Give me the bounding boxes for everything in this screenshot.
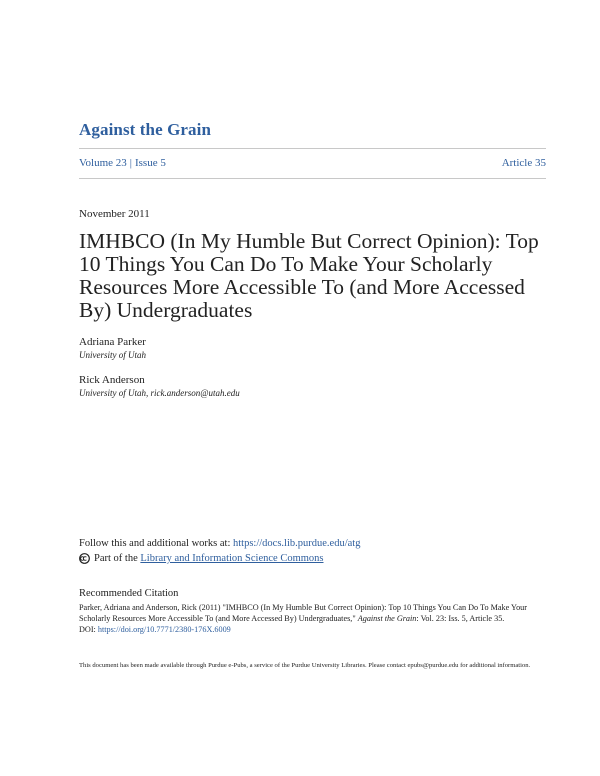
footer-notice: This document has been made available through Purdue e-Pubs, a service of the Purdue University Libraries. Please contact epubs@purdue.edu for additional information. (79, 662, 531, 669)
doi-link[interactable]: https://doi.org/10.7771/2380-176X.6009 (97, 625, 231, 634)
article-title[interactable]: IMHBCO (In My Humble But Correct Opinion): Top 10 Things You Can Do To Make Your Scholarly Resources More Accessible To (and More Accessed By) Undergraduates (79, 229, 539, 322)
citation-volume: : Vol. 23: Iss. 5, Article 35. (416, 614, 505, 623)
header-bottom-rule (79, 178, 546, 179)
issue-line (79, 157, 546, 169)
citation-body: Parker, Adriana and Anderson, Rick (2011) "IMHBCO (In My Humble But Correct Opinion): Top 10 Things You Can Do To Make Your Scholarly Resources More Accessible To (and More Accessed By) Undergraduates," (79, 603, 527, 623)
creative-commons-icon (79, 553, 90, 564)
author-affiliation: University of Utah (79, 350, 146, 360)
recommended-citation-heading: Recommended Citation (79, 588, 179, 599)
author-name[interactable]: Rick Anderson (79, 374, 145, 386)
volume-issue-separator: | (129, 157, 132, 169)
publication-date: November 2011 (79, 208, 150, 220)
collection-url-link[interactable]: https://docs.lib.purdue.edu/atg (233, 538, 361, 549)
volume-issue-group (79, 157, 166, 169)
follow-label: Follow this and additional works at: (79, 538, 233, 549)
author-affiliation: University of Utah, rick.anderson@utah.edu (79, 388, 240, 398)
part-of-label: Part of the (94, 553, 138, 564)
author-name[interactable]: Adriana Parker (79, 336, 146, 348)
header-top-rule (79, 148, 546, 149)
journal-title[interactable]: Against the Grain (79, 120, 212, 139)
commons-link[interactable]: Library and Information Science Commons (140, 553, 324, 564)
follow-line (79, 538, 360, 549)
issue-link[interactable]: Issue 5 (134, 157, 166, 169)
volume-link[interactable]: Volume 23 (79, 157, 127, 169)
citation-text (79, 602, 549, 635)
article-number-link[interactable]: Article 35 (501, 157, 546, 169)
citation-journal: Against the Grain (357, 614, 417, 623)
part-of-line (79, 553, 324, 564)
doi-label: DOI: (79, 625, 98, 634)
